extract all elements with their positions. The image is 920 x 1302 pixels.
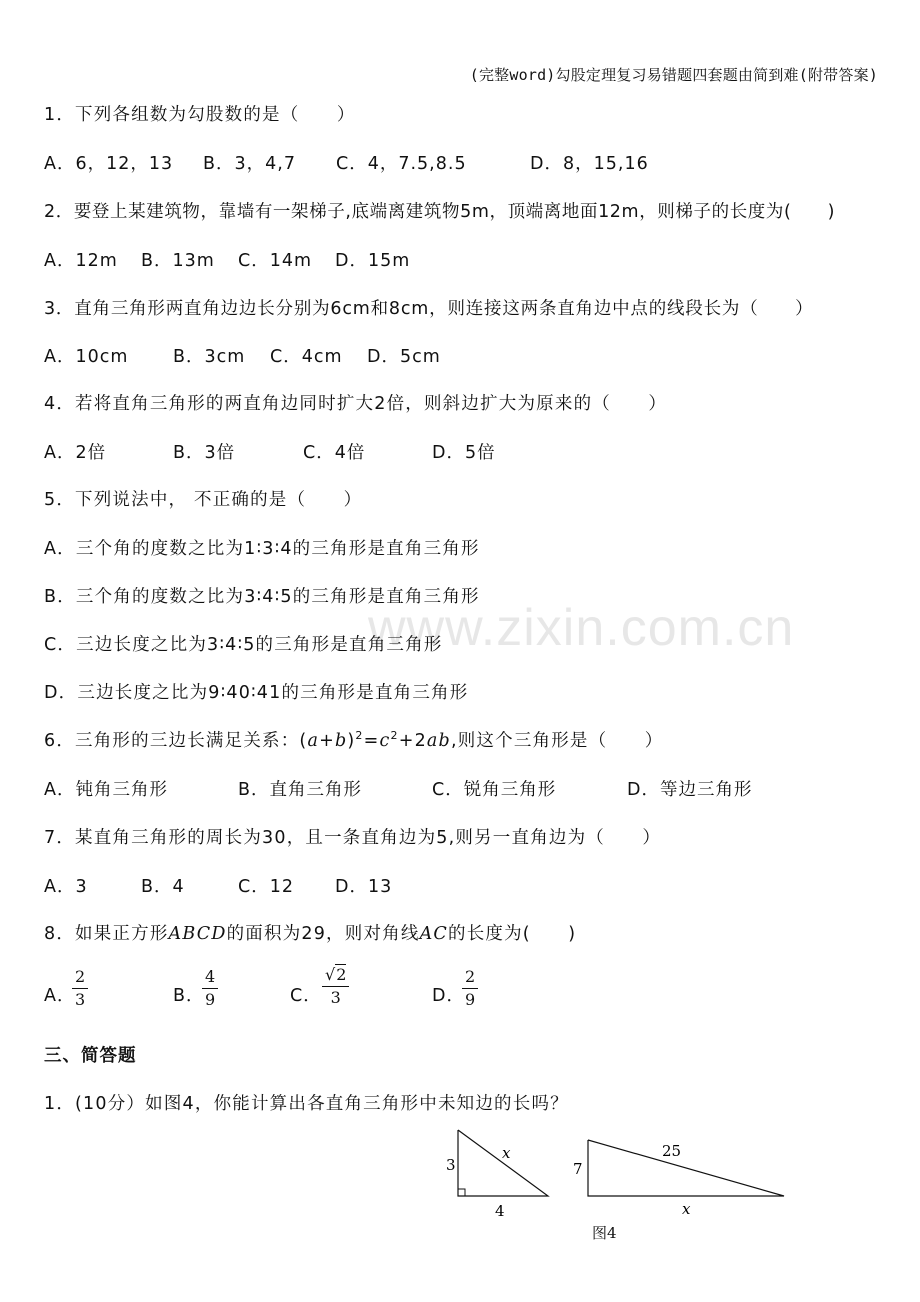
q8-option-a-letter: A． — [44, 986, 76, 1006]
left-triangle — [446, 1130, 548, 1220]
sqrt-icon: √ — [325, 965, 336, 984]
question-2-stem: 2．要登上某建筑物，靠墙有一架梯子,底端离建筑物5m，顶端离地面12m，则梯子的长度为( ) — [44, 202, 836, 222]
q7-option-b: B．4 — [141, 877, 185, 897]
q6-option-a: A．钝角三角形 — [44, 780, 168, 800]
left-horizontal-label: 4 — [495, 1202, 505, 1220]
q7-option-c: C．12 — [238, 877, 294, 897]
q8-b-numerator: 4 — [202, 968, 218, 989]
q8-d-denominator: 9 — [465, 990, 476, 1009]
q6-exp-1: 2 — [355, 729, 364, 743]
q6-plus: + — [319, 731, 335, 751]
q8-option-a-fraction — [72, 968, 88, 1009]
right-triangle-outline — [588, 1140, 784, 1196]
q6-exp-2: 2 — [390, 729, 399, 743]
q6-option-d: D．等边三角形 — [627, 780, 753, 800]
q2-option-d: D．15m — [335, 251, 411, 271]
q8-option-c-fraction — [322, 966, 349, 1007]
q6-stem-suffix: ,则这个三角形是（ ） — [450, 731, 664, 751]
question-6-stem — [44, 727, 663, 752]
q8-stem-a: 8．如果正方形 — [44, 924, 169, 944]
q8-option-b-fraction — [202, 968, 218, 1009]
q6-var-b: b — [334, 731, 348, 751]
q6-var-c: c — [379, 731, 391, 751]
right-hypotenuse-label: 25 — [662, 1142, 682, 1160]
q7-option-d: D．13 — [335, 877, 393, 897]
right-triangle — [573, 1140, 784, 1218]
question-4-stem: 4．若将直角三角形的两直角边同时扩大2倍，则斜边扩大为原来的（ ） — [44, 394, 668, 414]
q8-square-name: ABCD — [168, 924, 227, 944]
page-header: (完整word)勾股定理复习易错题四套题由简到难(附带答案) — [469, 66, 878, 84]
q1-option-c: C．4，7.5,8.5 — [336, 154, 467, 174]
question-1-stem: 1．下列各组数为勾股数的是（ ） — [44, 105, 356, 125]
q3-option-a: A．10cm — [44, 347, 129, 367]
q8-d-numerator: 2 — [462, 968, 478, 989]
q6-plus-2: +2 — [398, 731, 427, 751]
q4-option-a: A．2倍 — [44, 443, 107, 463]
q7-option-a: A．3 — [44, 877, 88, 897]
q8-a-numerator: 2 — [72, 968, 88, 989]
q4-option-d: D．5倍 — [432, 443, 496, 463]
section-title: 三、简答题 — [44, 1046, 137, 1066]
figure-4-triangles — [430, 1118, 810, 1228]
right-horizontal-label: x — [682, 1200, 691, 1218]
q8-option-c-letter: C． — [290, 986, 322, 1006]
q8-stem-e: 的长度为( ) — [448, 924, 577, 944]
q8-c-radicand: 2 — [336, 965, 347, 984]
q3-option-b: B．3cm — [173, 347, 246, 367]
q5-option-b: B．三个角的度数之比为3∶4∶5的三角形是直角三角形 — [44, 587, 480, 607]
q2-option-a: A．12m — [44, 251, 118, 271]
question-8-stem — [44, 920, 576, 945]
q8-c-numerator — [322, 966, 349, 987]
q5-option-d: D．三边长度之比为9∶40∶41的三角形是直角三角形 — [44, 683, 469, 703]
q4-option-c: C．4倍 — [303, 443, 366, 463]
q5-option-c: C．三边长度之比为3∶4∶5的三角形是直角三角形 — [44, 635, 443, 655]
q8-c-denominator: 3 — [330, 988, 341, 1007]
q2-option-c: C．14m — [238, 251, 313, 271]
watermark: www.zixin.com.cn — [368, 599, 795, 657]
left-triangle-outline — [458, 1130, 548, 1196]
q2-option-b: B．13m — [141, 251, 215, 271]
q1-option-d: D．8，15,16 — [530, 154, 649, 174]
right-angle-marker — [458, 1189, 465, 1196]
q6-option-c: C．锐角三角形 — [432, 780, 557, 800]
q6-stem-prefix: 6．三角形的三边长满足关系：( — [44, 731, 308, 751]
q4-option-b: B．3倍 — [173, 443, 236, 463]
left-hypotenuse-label: x — [502, 1144, 511, 1162]
question-7-stem: 7．某直角三角形的周长为30，且一条直角边为5,则另一直角边为（ ） — [44, 828, 662, 848]
q1-option-b: B．3，4,7 — [203, 154, 296, 174]
q8-option-d-letter: D． — [432, 986, 465, 1006]
q5-option-a: A．三个角的度数之比为1∶3∶4的三角形是直角三角形 — [44, 539, 480, 559]
q3-option-d: D．5cm — [367, 347, 441, 367]
question-5-stem: 5．下列说法中， 不正确的是（ ） — [44, 490, 363, 510]
section3-question-1: 1．(10分）如图4，你能计算出各直角三角形中未知边的长吗？ — [44, 1094, 569, 1114]
q6-var-ab: ab — [426, 731, 451, 751]
q8-b-denominator: 9 — [205, 990, 216, 1009]
q3-option-c: C．4cm — [270, 347, 343, 367]
q8-a-denominator: 3 — [75, 990, 86, 1009]
q8-stem-c: 的面积为29，则对角线 — [226, 924, 420, 944]
q6-var-a: a — [307, 731, 320, 751]
figure-caption: 图4 — [592, 1224, 617, 1242]
q6-close-paren: ) — [347, 731, 356, 751]
q6-equals: = — [363, 731, 380, 751]
question-3-stem: 3．直角三角形两直角边边长分别为6cm和8cm，则连接这两条直角边中点的线段长为（ ） — [44, 299, 814, 319]
q8-diagonal-name: AC — [419, 924, 448, 944]
right-vertical-label: 7 — [573, 1160, 583, 1178]
left-vertical-label: 3 — [446, 1156, 456, 1174]
q6-option-b: B．直角三角形 — [238, 780, 363, 800]
q8-option-d-fraction — [462, 968, 478, 1009]
q1-option-a: A．6，12，13 — [44, 154, 174, 174]
q8-option-b-letter: B． — [173, 986, 205, 1006]
